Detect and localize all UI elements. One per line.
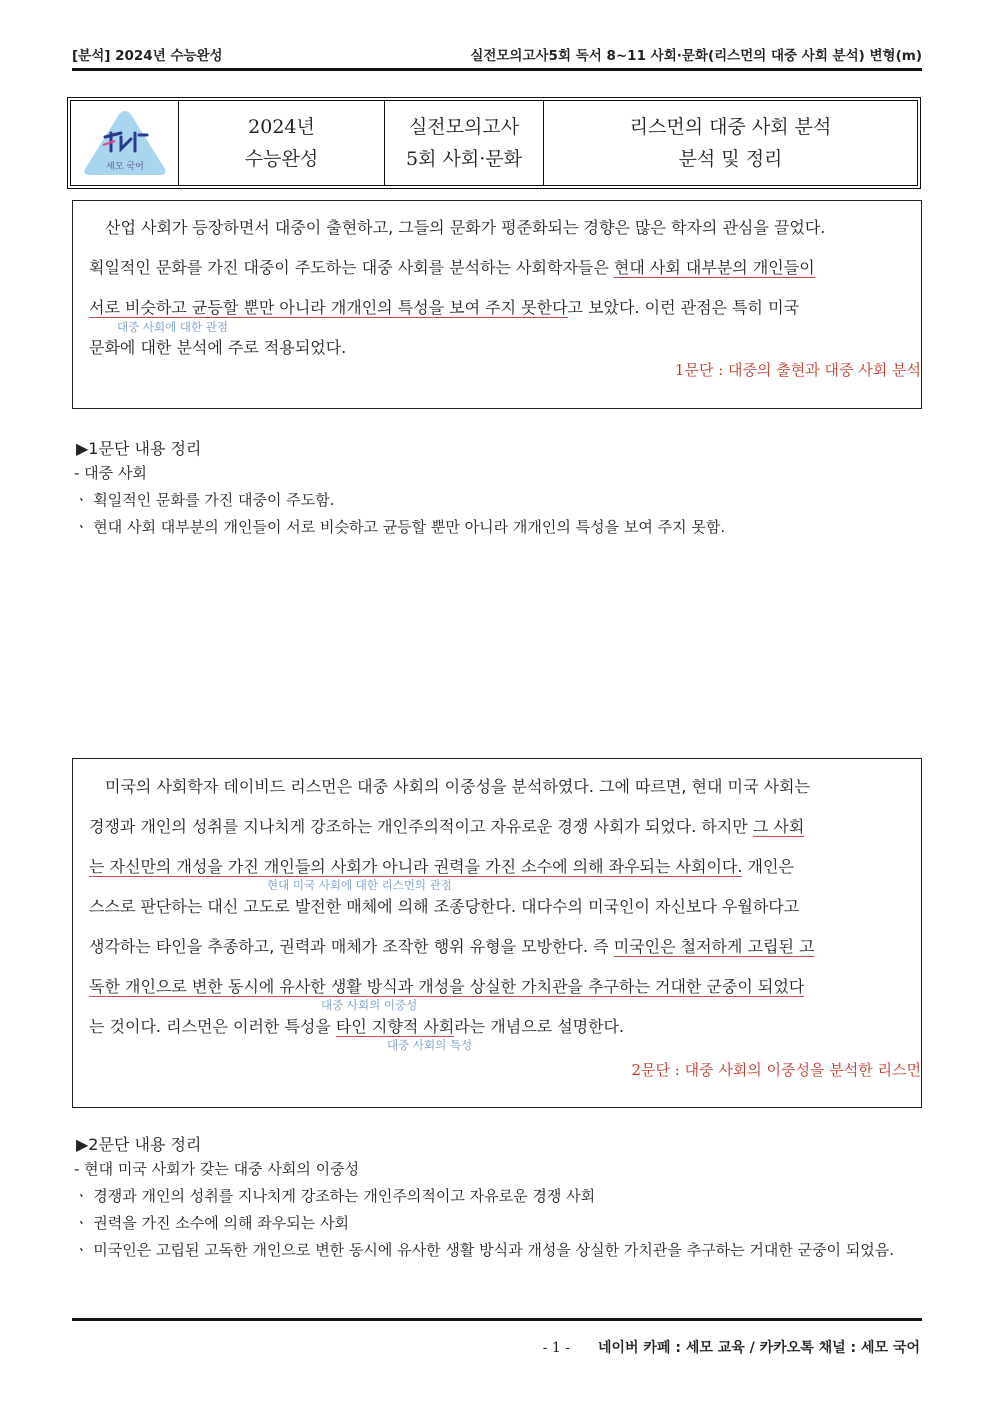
title-table [70, 100, 918, 186]
passage-2-line-7-end: 라는 개념으로 설명한다. [454, 1017, 625, 1036]
passage-1-line-3: 고 보았다. 이런 관점은 특히 미국 [567, 298, 799, 317]
summary-heading-1: ▶1문단 내용 정리 [76, 439, 202, 458]
summary-list-1 [74, 460, 924, 541]
underline-2e: 타인 지향적 사회 [335, 1017, 455, 1036]
summary-heading-2: ▶2문단 내용 정리 [76, 1135, 202, 1154]
passage-1-line-1: 산업 사회가 등장하면서 대중이 출현하고, 그들의 문화가 평준화되는 경향은 많은 학자의 관심을 끌었다. [105, 218, 826, 237]
passage-2-line-2: 경쟁과 개인의 성취를 지나치게 강조하는 개인주의적이고 자유로운 경쟁 사회가 되었다. 하지만 [89, 817, 753, 836]
logo-cell [71, 101, 179, 185]
underline-2d: 독한 개인으로 변한 동시에 유사한 생활 방식과 개성을 상실한 가치관을 추구하는 거대한 군중이 되었다 [89, 977, 805, 996]
annotation-note: 대중 사회의 특성 [387, 1038, 473, 1052]
title-topic [544, 101, 918, 185]
annotation-note: 현대 미국 사회에 대한 리스먼의 관점 [267, 878, 452, 892]
paragraph-tag: 1문단 : 대중의 출현과 대중 사회 분석 [674, 361, 921, 379]
annotation-note: 대중 사회에 대한 관점 [117, 320, 228, 334]
summary-item: ㆍ 획일적인 문화를 가진 대중이 주도함. [74, 491, 335, 509]
page-number: - 1 - [542, 1340, 570, 1356]
summary-item: - 대중 사회 [74, 464, 147, 482]
passage-1-line-4: 문화에 대한 분석에 주로 적용되었다. [89, 338, 347, 357]
paragraph-tag: 2문단 : 대중 사회의 이중성을 분석한 리스먼 [631, 1061, 921, 1079]
summary-item: ㆍ 미국인은 고립된 고독한 개인으로 변한 동시에 유사한 생활 방식과 개성을 상실한 가치관을 추구하는 거대한 군중이 되었음. [74, 1241, 895, 1259]
summary-list-2 [74, 1156, 924, 1264]
footer-text: 네이버 카페 : 세모 교육 / 카카오톡 채널 : 세모 국어 [597, 1340, 920, 1356]
title-topic-sub: 분석 및 정리 [678, 148, 783, 170]
passage-box-1 [72, 200, 922, 409]
underline-1a: 현대 사회 대부분의 개인들이 [613, 258, 815, 277]
summary-item: ㆍ 경쟁과 개인의 성취를 지나치게 강조하는 개인주의적이고 자유로운 경쟁 사회 [74, 1187, 596, 1205]
passage-2-line-1: 미국의 사회학자 데이비드 리스먼은 대중 사회의 이중성을 분석하였다. 그에 따르면, 현대 미국 사회는 [105, 777, 810, 796]
passage-box-2 [72, 758, 922, 1108]
title-exam-year [179, 101, 385, 185]
passage-2-line-3: 개인은 [742, 857, 794, 876]
passage-1-text [89, 208, 909, 368]
summary-item: ㆍ 현대 사회 대부분의 개인들이 서로 비슷하고 균등할 뿐만 아니라 개개인의 특성을 보여 주지 못함. [74, 518, 726, 536]
page-header [72, 44, 922, 64]
underline-2c: 미국인은 철저하게 고립된 고 [613, 937, 815, 956]
semo-logo [81, 107, 169, 179]
underline-1b: 서로 비슷하고 균등할 뿐만 아니라 개개인의 특성을 보여 주지 못한다 [89, 298, 568, 317]
footer-rule [72, 1318, 922, 1321]
title-year: 2024년 [248, 116, 315, 138]
passage-1-line-2: 획일적인 문화를 가진 대중이 주도하는 대중 사회를 분석하는 사회학자들은 [89, 258, 614, 277]
passage-2-line-4: 스스로 판단하는 대신 고도로 발전한 매체에 의해 조종당한다. 대다수의 미국인이 자신보다 우월하다고 [89, 897, 800, 916]
title-topic-main: 리스먼의 대중 사회 분석 [629, 116, 832, 138]
annotation-note: 대중 사회의 이중성 [321, 998, 418, 1012]
passage-2-text [89, 767, 909, 1047]
title-book: 수능완성 [244, 148, 319, 170]
passage-2-line-7: 는 것이다. 리스먼은 이러한 특성을 [89, 1017, 336, 1036]
title-mock: 실전모의고사 [408, 116, 520, 138]
svg-text:세모 국어: 세모 국어 [105, 162, 144, 172]
title-round: 5회 사회·문화 [406, 148, 522, 170]
passage-2-line-5: 생각하는 타인을 추종하고, 권력과 매체가 조작한 행위 유형을 모방한다. 즉 [89, 937, 614, 956]
header-right: 실전모의고사5회 독서 8~11 사회·문화(리스먼의 대중 사회 분석) 변형(m) [470, 48, 922, 64]
title-exam-round [385, 101, 544, 185]
underline-2b: 는 자신만의 개성을 가진 개인들의 사회가 아니라 권력을 가진 소수에 의해 좌우되는 사회이다. [89, 857, 743, 876]
summary-item: - 현대 미국 사회가 갖는 대중 사회의 이중성 [74, 1160, 360, 1178]
underline-2a: 그 사회 [752, 817, 805, 836]
page-footer [543, 1337, 920, 1357]
header-rule [72, 68, 922, 71]
summary-item: ㆍ 권력을 가진 소수에 의해 좌우되는 사회 [74, 1214, 349, 1232]
header-left: [분석] 2024년 수능완성 [72, 48, 223, 64]
